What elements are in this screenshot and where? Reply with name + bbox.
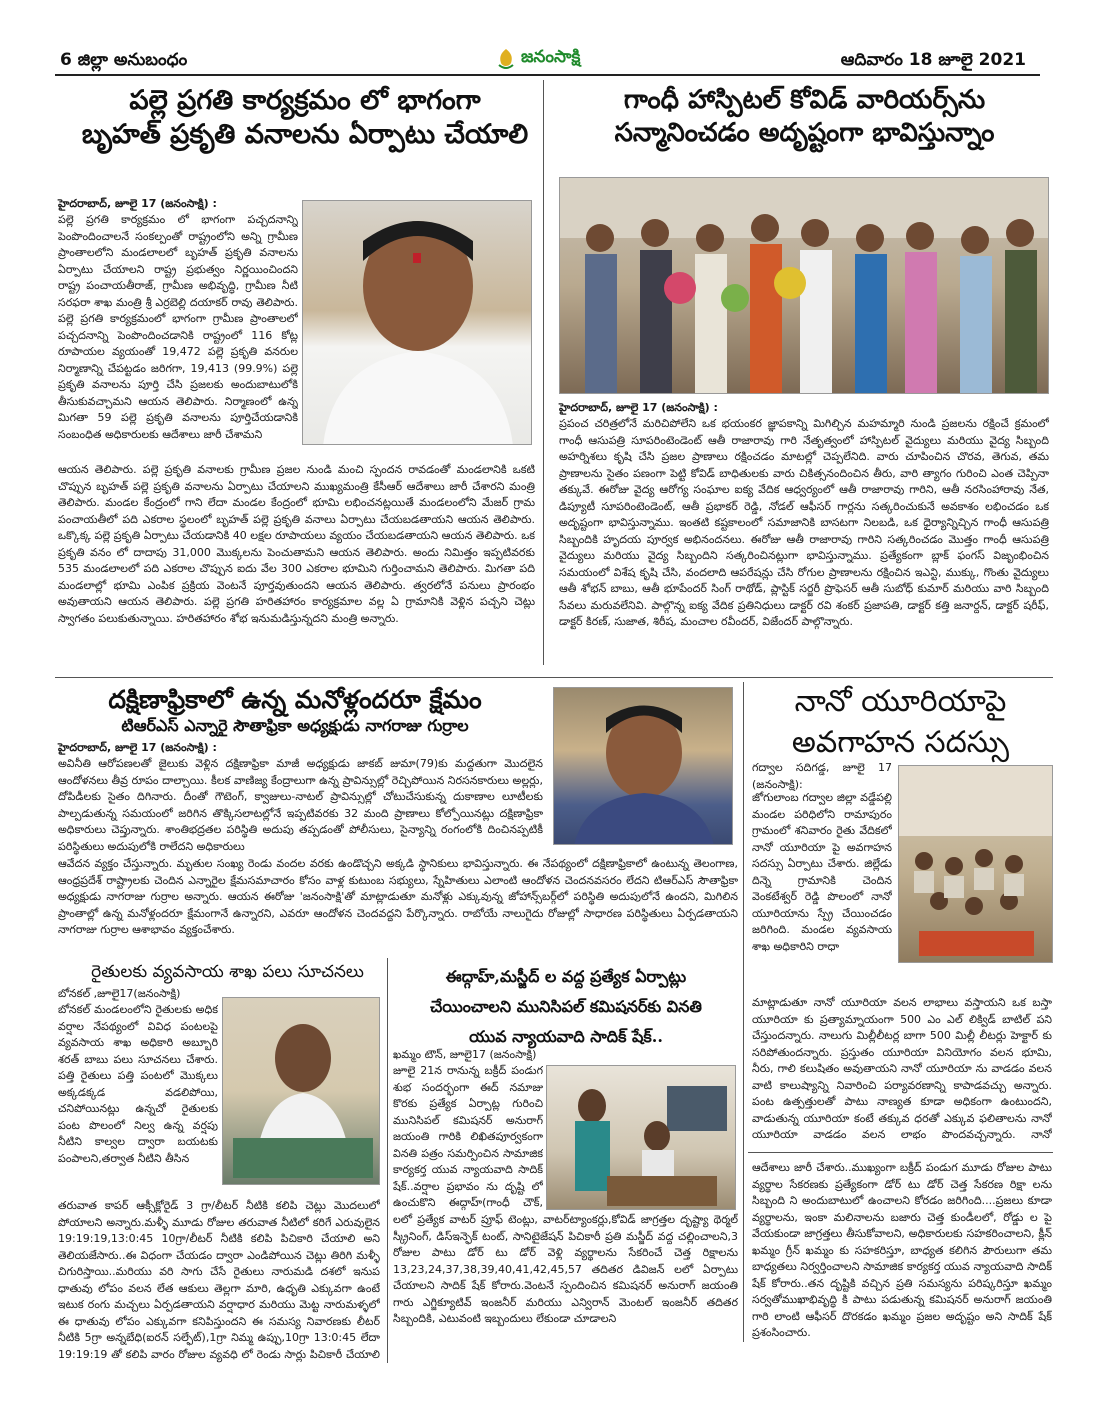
article1-headline	[55, 84, 555, 152]
article3-body-full: ఆవేదన వ్యక్తం చేస్తున్నారు. మృతుల సంఖ్య రెండు వందల వరకు ఉండొచ్చని అక్కడి స్థానికులు భావిస్తున్నారు. ఈ నేపథ్యంలో దక్షిణాఫ్రికాలో ఉంటున్న తెలంగాణ, ఆంధ్రప్రదేశ్ రాష్ట్రాలకు చెందిన ఎన్నారైల క్షేమసమాచారం కోసం వాళ్ల కుటుంబ సభ్యులు, స్నేహితులు ఎలాంటి ఆందోళన చెందనవసరం లేదని టిఆర్ఎస్ సౌతాఫ్రికా అధ్యక్షుడు నాగరాజు గుర్రాల అన్నారు. ఆయన ఈరోజు 'జనంసాక్షి'తో మాట్లాడుతూ మనోళ్లు ఎక్కువున్న జోహాన్స్‌బర్గ్‌లో పరిస్థితి అదుపులోనే ఉందని, మిగిలిన ప్రాంతాల్లో ఉన్న మనోళ్లందరూ క్షేమంగానే ఉన్నారని, ఎవరూ ఆందోళన చెందవద్దని పేర్కొన్నారు. రాబోయే నాలుగైదు రోజుల్లో సాధారణ పరిస్థితులు ఏర్పడతాయని నాగరాజు గుర్రాల ఆశాభావం వ్యక్తంచేశారు.	[58, 857, 738, 936]
article6-headline	[390, 962, 742, 1052]
article6-body-column: జూలై 21న రానున్న బక్రీద్ పండుగ శుభ సందర్భంగా ఈద్ నమాజు కొరకు ప్రత్యేక ఏర్పాట్ల గురించి మునిసిపల్ కమిషనర్ అనురాగ్ జయంతి గారికి లిఖితపూర్వకంగా వినతి పత్రం సమర్పించిన సామాజిక కార్యకర్త యువ న్యాయవాది సాదిక్ షేక్..వర్షాల ప్రభావం ను దృష్టి లో ఉంచుకొని ఈద్గాహ్(గాంధీ చౌక్,	[393, 1064, 543, 1209]
article5-dateline: బోనకల్ ,జూలై17(జనంసాక్షి)	[58, 987, 181, 1000]
portrait-image	[303, 201, 532, 445]
article6-headline-line1: ఈద్గాహ్,మస్జీద్ ల వద్ద ప్రత్యేక ఏర్పాట్లు	[445, 967, 687, 986]
column-divider	[743, 682, 744, 1342]
hand-bird-logo-icon	[495, 47, 517, 71]
article2-group-photo	[559, 177, 1049, 394]
section-divider	[55, 677, 1053, 678]
article1-headline-line2: బృహత్ ప్రకృతి వనాలను ఏర్పాటు చేయాలి	[81, 118, 529, 150]
page-section-label: 6 జిల్లా అనుబంధం	[60, 50, 188, 70]
article3-headline: దక్షిణాఫ్రికాలో ఉన్న మనోళ్లందరూ క్షేమం	[108, 685, 482, 714]
article1-body-column: పల్లె ప్రగతి కార్యక్రమం లో భాగంగా పచ్చదనాన్ని పెంపొందించాలనే సంకల్పంతో రాష్ట్రంలోని అన్ని గ్రామీణ ప్రాంతాలలోని మండలాలలో బృహత్ ప్రకృతి వనాలను ఏర్పాటు చేయాలని రాష్ట్ర ప్రభుత్వం నిర్ణయించిందని రాష్ట్ర పంచాయతీరాజ్, గ్రామీణ అభివృద్ధి, గ్రామీణ నీటి సరఫరా శాఖ మంత్రి శ్రీ ఎర్రబెల్లి దయాకర్ రావు తెలిపారు. పల్లె ప్రగతి కార్యక్రమంలో భాగంగా గ్రామీణ ప్రాంతాలలో పచ్చదనాన్ని పెంపొందించడానికి రాష్ట్రంలో 116 కోట్ల రూపాయల వ్యయంతో 19,472 పల్లె ప్రకృతి వనరుల నిర్మాణాన్ని చేపట్టడం జరిగగా, 19,413 (99.9%) పల్లె ప్రకృతి వనాలను పూర్తి చేసి ప్రజలకు అందుబాటులోకి తీసుకువచ్చామని ఆయన తెలిపారు. నిర్మాణంలో ఉన్న మిగతా 59 పల్లె ప్రకృతి వనాలను పూర్తిచేయడానికి సంబంధిత అధికారులకు ఆదేశాలు జారీ చేశామని	[58, 213, 298, 441]
article5-officer-photo	[222, 997, 380, 1185]
article4-body-full: మాట్లాడుతూ నానో యూరియా వలన లాభాలు వస్తాయని ఒక బస్తా యూరియా కు ప్రత్యామ్నాయంగా 500 ఎం ఎల్ లిక్విడ్ బాటిల్ పని చేస్తుందన్నారు. నాలుగు మిల్లీలీటర్ల బాగా 500 మిల్లీ లీటర్లు హెక్టార్ కు సరిపోతుందన్నారు. ప్రస్తుతం యూరియా వినియోగం వలన భూమి, నీరు, గాలి కలుషితం అవుతాయని నానో యూరియా ను వాడడం వలన వాటి కాలుష్యాన్ని నివారించి పర్యావరణాన్ని కాపాడవచ్చు అన్నారు. పంట ఉత్పత్తులతో పాటు నాణ్యత కూడా అధికంగా ఉంటుందని, వాడుతున్న యూరియా కంటే తక్కువ ధరతో ఎక్కువ ఫలితాలను నానో యూరియా వాడడం వలన లాభం పొందవచ్చన్నారు. నానో	[752, 996, 1052, 1141]
article6-headline-line2: చేయించాలని మునిసిపల్ కమిషనర్‌కు వినతి	[430, 997, 702, 1016]
article5-body-column: బోనకల్ మండలంలోని రైతులకు అధిక వర్షాల నేపథ్యంలో వివిధ పంటలపై వ్యవసాయ శాఖ అధికారి అబ్బూరి శరత్ బాబు పలు సూచనలు చేశారు. పత్తి రైతులు పత్తి పంటలో మొక్కలు అక్కడక్కడ వడలిపోయి, చనిపోయినట్లు ఉన్నచో రైతులకు పంట పొలంలో నిల్వ ఉన్న వర్షపు నీటిని కాల్వల ద్వారా బయటకు పంపాలని,తర్వాత నీటిని తీసిన	[58, 1003, 218, 1165]
article1-body-full: ఆయన తెలిపారు. పల్లె ప్రకృతి వనాలకు గ్రామీణ ప్రజల నుండి మంచి స్పందన రావడంతో మండలానికి ఒకటి చొప్పున బృహత్ పల్లె ప్రకృతి వనాలను ఏర్పాటు చేయాలని ముఖ్యమంత్రి కేసీఆర్ ఆదేశాలు జారీ చేశారని మంత్రి తెలిపారు. మండల కేంద్రంలో గాని లేదా మండల కేంద్రంలో భూమి లభించనట్లయితే మండలంలోని మేజర్ గ్రామ పంచాయతీలో పది ఎకరాల స్థలంలో బృహత్ పల్లె ప్రకృతి వనాలు ఏర్పాటు చేయబడతాయని ఆయన తెలిపారు. ఒక్కొక్క పల్లె ప్రకృతి ఏర్పాటు చేయడానికి 40 లక్షల రూపాయలు వ్యయం చేయబడతాయని ఆయన తెలిపారు. ఒక ప్రకృతి వనం లో దాదాపు 31,000 మొక్కలను పెంచుతామని ఆయన తెలిపారు. అందు నిమిత్తం ఇప్పటివరకు 535 మండలాలలో పది ఎకరాల చొప్పున ఐదు వేల 300 ఎకరాల భూమిని గుర్తించామని తెలిపారు. మిగతా పది మండలాల్లో భూమి ఎంపిక ప్రక్రియ వెంటనే పూర్తవుతుందని ఆయన తెలిపారు. త్వరలోనే పనులు ప్రారంభం అవుతాయని ఆయన తెలిపారు. పల్లె ప్రగతి హరితహారం కార్యక్రమాల వల్ల ఏ గ్రామానికి వెళ్లిన పచ్చని చెట్లు స్వాగతం పలుకుతున్నాయి. హరితహారం శోభ ఇనుమడిస్తున్నదని మంత్రి అన్నారు.	[58, 463, 535, 625]
article2-dateline: హైదరాబాద్, జూలై 17 (జనంసాక్షి) :	[559, 401, 718, 414]
article6-body-full: లలో ప్రత్యేక వాటర్ ప్రూఫ్ టెంట్లు, వాటర్‌ట్యాంకర్లు,కోవిడ్ జాగ్రత్తల దృష్ట్యా థెర్మల్ స్క్రీనింగ్, డిస్‌ఇన్ఫెక్ టంట్, సానిటైజేషన్ పిచికారీ ప్రతి మస్జీద్ వద్ద చల్లించాలని,3 రోజుల పాటు డోర్ టు డోర్ వెళ్లి వ్యర్థాలను సేకరించే చెత్త రిక్షాలను 13,23,24,37,38,39,40,41,42,45,57 తదితర డివిజన్ లలో ఏర్పాటు చేయాలని సాదిక్ షేక్ కోరారు.వెంటనే స్పందించిన కమిషనర్ అనురాగ్ జయంతి గారు ఎగ్జిక్యూటివ్ ఇంజనీర్ మరియు ఎన్విరాన్ మెంటల్ ఇంజనీర్ తదితర సిబ్బందికి, ఎటువంటి ఇబ్బందులు లేకుండా చూడాలని	[393, 1213, 738, 1325]
portrait-image	[223, 998, 380, 1185]
article4-headline-line2: అవగాహన సదస్సు	[791, 724, 1010, 760]
article5-headline: రైతులకు వ్యవసాయ శాఖ పలు సూచనలు	[91, 962, 364, 982]
portrait-image	[554, 688, 733, 845]
article6-dateline: ఖమ్మం టౌన్, జూలై17 (జనంసాక్షి)	[393, 1048, 537, 1061]
article4-dateline: గద్వాల సదిగడ్డ, జూలై 17 (జనంసాక్షి):	[752, 761, 892, 791]
newspaper-logo	[495, 44, 615, 74]
logo-text: జనంసాక్షి	[521, 47, 581, 67]
column-divider	[543, 80, 544, 665]
article2-headline	[552, 84, 1057, 149]
column-divider-h	[748, 1152, 1053, 1153]
article3-subhead: టిఆర్ఎస్ ఎన్నారై సౌతాఫ్రికా అధ్యక్షుడు నాగరాజు గుర్రాల	[121, 716, 469, 735]
article1-minister-photo	[302, 200, 532, 445]
office-photo-image	[547, 1066, 736, 1210]
article6-body-continued: ఆదేశాలు జారీ చేశారు..ముఖ్యంగా బక్రీద్ పండుగ మూడు రోజుల పాటు వ్యర్థాల సేకరణకు ప్రత్యేకంగా డోర్ టు డోర్ చెత్త సేకరణ రిక్షా లను సిబ్బంది ని అందుబాటులో ఉంచాలని కోరడం జరిగింది....ప్రజలు కూడా వ్యర్థాలను, ఇంకా మలినాలను బజారు చెత్త కుండీలలో, రోడ్డు ల పై వేయకుండా జాగ్రత్తలు తీసుకోవాలని, అధికారులకు సహకరించాలని, క్లీన్ ఖమ్మం గ్రీన్ ఖమ్మం కు సహకరిస్తూ, బాధ్యత కలిగిన పౌరులుగా తమ బాధ్యతలు నిర్వర్తించాలని సామాజిక కార్యకర్త యువ న్యాయవాది సాదిక్ షేక్ కోరారు..తన దృష్టికి వచ్చిన ప్రతి సమస్యను పరిష్కరిస్తూ ఖమ్మం సర్వతోముఖాభివృద్ధి కి పాటు పడుతున్న కమిషనర్ అనురాగ్ జయంతి గారి లాంటి ఆఫీసర్ దొరకడం ఖమ్మం ప్రజల అదృష్టం అని సాదిక్ షేక్ ప్రశంసించారు.	[752, 1161, 1052, 1339]
group-photo-image	[560, 178, 1049, 394]
article3-portrait-photo	[553, 687, 733, 845]
article1-dateline: హైదరాబాద్, జూలై 17 (జనంసాక్షి) :	[58, 197, 217, 210]
article2-headline-line1: గాంధీ హాస్పిటల్ కోవిడ్ వారియర్స్‌ను	[623, 85, 986, 115]
article1-headline-line1: పల్లె ప్రగతి కార్యక్రమం లో భాగంగా	[129, 85, 481, 116]
article5-body-full: తరువాత కాపర్ ఆక్సీక్లోరైడ్ 3 గ్రా/లీటర్ నీటికి కలిపి చెట్లు మొదలులో పోయాలని అన్నారు.మళ్ళీ మూడు రోజుల తరువాత నీటిలో కరిగే ఎరువులైన 19:19:19,13:0:45 10గ్రా/లీటర్ నీటికి కలిపి పిచికారి చేయాలి అని తెలియజేసారు..ఈ విధంగా చేయడం ద్వారా ఎండిపోయిన చెట్లు తిరిగి మళ్ళీ చిగురిస్తాయి..మరియు వరి సాగు చేసే రైతులు నారుమడి దశలో ఇనుప ధాతువు లోపం వలన లేత ఆకులు తెల్లగా మారి, ఉధృతి ఎక్కువగా ఉంటే ఇటుక రంగు మచ్చలు ఏర్పడతాయని వర్షాధార మరియు మెట్ట నారుమళ్ళలో ఈ ధాతువు లోపం ఎక్కువగా కనిపిస్తుందని ఈ సమస్య నివారణకు లీటర్ నీటికి 5గ్రా అన్నబేధి(ఐరన్ సల్ఫేట్),1గ్రా నిమ్మ ఉప్పు,10గ్రా 13:0:45 లేదా 19:19:19 తో కలిపి వారం రోజుల వ్యవధి లో రెండు సార్లు పిచికారీ చేయాలి	[58, 1199, 380, 1361]
article6-office-photo	[546, 1065, 736, 1210]
article4-meeting-photo	[898, 765, 1053, 963]
masthead-rule	[55, 74, 1040, 76]
article2-headline-line2: సన్మానించడం అదృష్టంగా భావిస్తున్నాం	[614, 117, 995, 148]
column-divider	[387, 958, 388, 1363]
meeting-photo-image	[899, 766, 1053, 963]
article4-body-column: జోగులాంబ గద్వాల జిల్లా వడ్డేపల్లి మండల పరిధిలోని రామాపురం గ్రామంలో శనివారం రైతు వేదికలో నానో యూరియా పై అవగాహన సదస్సు ఏర్పాటు చేశారు. జిల్లేడు దిన్నె గ్రామానికి చెందిన వెంకటేశ్వర్ రెడ్డి పొలంలో నానో యూరియాను స్ప్రే చేయించడం జరిగింది. మండల వ్యవసాయ శాఖ అధికారిని రాధా	[752, 791, 892, 953]
article3-dateline: హైదరాబాద్, జూలై 17 (జనంసాక్షి) :	[58, 741, 217, 754]
article6-headline-line3: యువ న్యాయవాది సాదిక్ షేక్..	[469, 1027, 663, 1046]
article3-body-column: అవినీతి ఆరోపణలతో జైలుకు వెళ్లిన దక్షిణాఫ్రికా మాజీ అధ్యక్షుడు జాకబ్ జుమా(79)కు మద్దతుగా మొదలైన ఆందోళనలు తీవ్ర రూపం దాల్చాయి. కీలక వాణిజ్య కేంద్రాలుగా ఉన్న ప్రావిన్సుల్లో రెచ్చిపోయిన నిరసనకారులు అల్లర్లు, దోపిడీలకు సైతం దిగినారు. దీంతో గౌటెంగ్, క్వాజులు-నాటల్ ప్రావిన్సుల్లో చోటుచేసుకున్న దుకాణాల లూటీలకు పాల్పడుతున్న సమయంలో జరిగిన తొక్కిసలాటల్లోనే ఇప్పటివరకు 32 మంది ప్రాణాలు కోల్పోయినట్లు దక్షిణాఫ్రికా అధికారులు చెప్తున్నారు. శాంతిభద్రతల పరిస్థితి అదుపు తప్పడంతో పోలీసులు, సైన్యాన్ని రంగంలోకి దించినప్పటికీ పరిస్థితులు అదుపులోకి రాలేదని అధికారులు	[58, 757, 543, 853]
issue-date: ఆదివారం 18 జూలై 2021	[840, 50, 1026, 70]
article2-body: ప్రపంచ చరిత్రలోనే మరిచిపోలేని ఒక భయంకర జ్ఞాపకాన్ని మిగిల్చిన మహమ్మారి నుండి ప్రజలను రక్షించే క్రమంలో గాంధీ ఆసుపత్రి సూపరింటెండెంట్ ఆతీ రాజారావు గారి నేతృత్వంలో హాస్పిటల్ వైద్యులు మరియు వైద్య సిబ్బంది అహర్నిశలు కృషి చేసి ప్రజల ప్రాణాలు రక్షించడం మాటల్లో చెప్పలేనిది. వారు చూపించిన చొరవ, తెగువ, తమ ప్రాణాలను సైతం పణంగా పెట్టి కోవిడ్ బాధితులకు వారు చికిత్సనందించిన తీరు, వారి త్యాగం గురించి ఎంత చెప్పినా తక్కువే. ఈరోజు వైద్య ఆరోగ్య సంఘాల ఐక్య వేదిక ఆధ్వర్యంలో ఆతీ రాజారావు గారిని, ఆతీ నరసింహారావు నేత, డిప్యూటీ సూపరింటెండెంట్, ఆతీ ప్రభాకర్ రెడ్డి, నోడల్ ఆఫీసర్ గార్లను సత్కరించుకునే అవకాశం లభించడం ఒక అదృష్టంగా భావిస్తున్నాము. ఇంతటి కష్టకాలంలో సమాజానికి బాసటగా నిలబడి, ఒక ధైర్యాన్నిచ్చిన గాంధీ ఆసుపత్రి సిబ్బందికి హృదయ పూర్వక అభినందనలు. ఈరోజు ఆతీ రాజారావు గారిని సత్కరించడం మొత్తం గాంధీ ఆసుపత్రి వైద్యులు మరియు వైద్య సిబ్బందిని సత్కరించినట్లుగా భావిస్తున్నాము. ప్రత్యేకంగా బ్లాక్ ఫంగస్ విజృంభించిన సమయంలో విశేష కృషి చేసి, వందలాది ఆపరేషన్లు చేసి రోగుల ప్రాణాలను రక్షించిన ఇఎన్టి, ముక్కు, గొంతు వైద్యులు ఆతీ శోభన్ బాబు, ఆతీ భూపేందర్ సింగ్ రాథోడ్, ప్లాస్టిక్ సర్జరీ ప్రొఫెసర్ ఆతీ సుబోధ్ కుమార్ మరియు వారి సిబ్బంది సేవలు మరువలేనివి. పాల్గొన్న ఐక్య వేదిక ప్రతినిధులు డాక్టర్ రవి శంకర్ ప్రజాపతి, డాక్టర్ కత్తి జనార్దన్, డాక్టర్ షరీఫ్, డాక్టర్ కిరణ్, సుజాత, శిరీష, మంచాల రవీందర్, విజేందర్ పాల్గొన్నారు.	[559, 417, 1049, 628]
article4-headline	[748, 682, 1053, 763]
article4-headline-line1: నానో యూరియాపై	[794, 684, 1007, 719]
